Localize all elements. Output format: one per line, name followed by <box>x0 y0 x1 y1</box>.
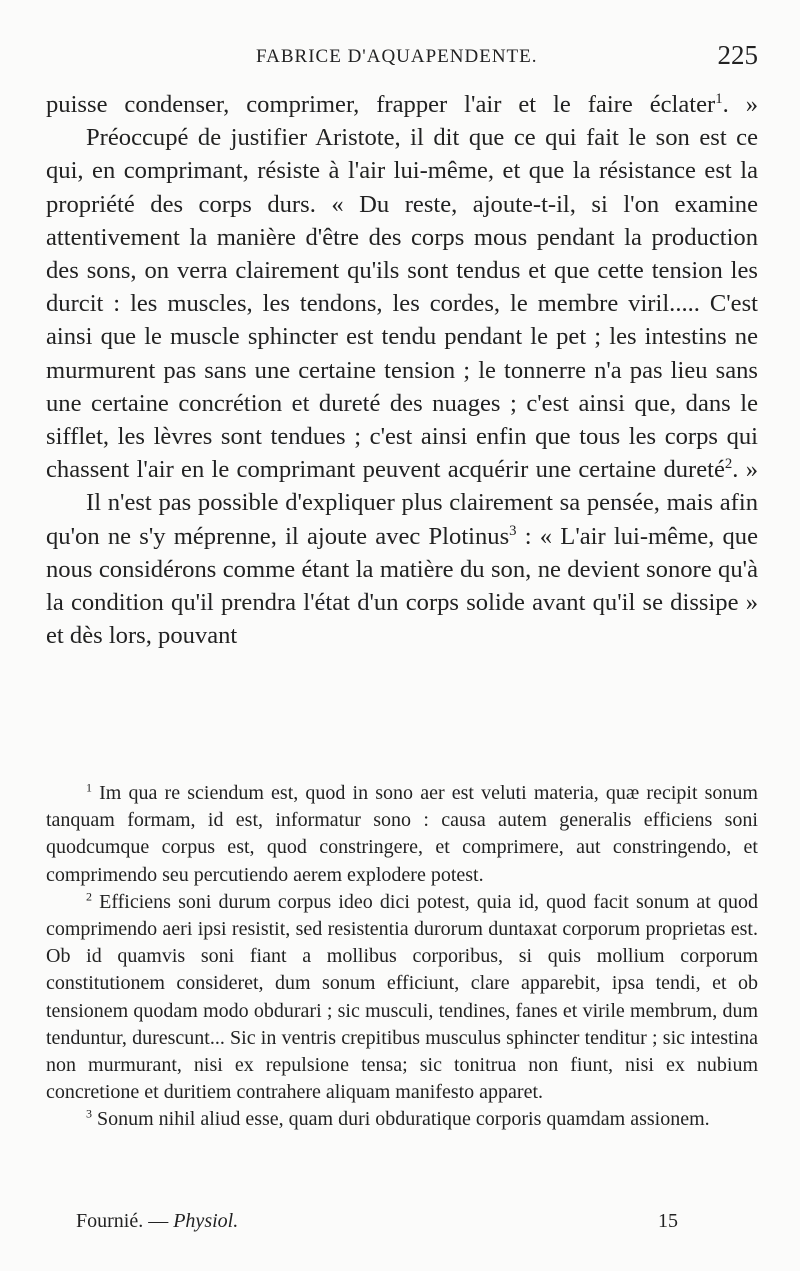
footnote-ref-3: 3 <box>509 522 517 539</box>
footnotes <box>46 780 758 1134</box>
page-footer <box>46 1210 758 1240</box>
page-header <box>46 38 758 78</box>
paragraph-3 <box>46 486 758 652</box>
main-text <box>46 88 758 652</box>
footnote-mark-1: 1 <box>86 780 92 795</box>
footnote-1 <box>46 780 758 889</box>
footnote-2-text: Efficiens soni durum corpus ideo dici potest, quia id, quod facit sonum at quod comprimendo aeri ipsi resistit, sed resistentia durorum duntaxat corporum proprietas est. Ob id quamvis soni fiant a mollibus corporibus, si quis mollium corporum constitutionem consideret, dum sonum efficiunt, clare apparebit, ipsa tendi, et ob tensionem quodam modo obdurari ; sic musculi, tendines, fanes et virile membrum, dum tenduntur, durescunt... Sic in ventris crepitibus musculus sphincter tenditur ; sic intestina non murmurant, nisi ex repulsione tensa; sic tonitrua non fiunt, nisi ex nubium concretione et duritiem contrahere aliquam manifesto apparet. <box>46 890 758 1104</box>
paragraph-1 <box>46 88 758 121</box>
signature-work: Physiol. <box>173 1210 239 1232</box>
paragraph-2-text: Préoccupé de justifier Aristote, il dit que ce qui fait le son est ce qui, en comprimant, résiste à l'air lui-même, et que la résistance est la propriété des corps durs. « Du reste, ajoute-t-il, si l'on examine attentivement la manière d'être des corps mous pendant la production des sons, on verra clairement qu'ils sont tendus et que cette tension les durcit : les muscles, les tendons, les cordes, le membre viril..... C'est ainsi que le muscle sphincter est tendu pendant le pet ; les intestins ne murmurent pas sans une certaine tension ; le tonnerre n'a pas lieu sans une certaine concrétion et dureté des nuages ; c'est ainsi que, dans le sifflet, les lèvres sont tendues ; c'est ainsi enfin que tous les corps qui chassent l'air en le comprimant peuvent acquérir une certaine dureté <box>46 124 758 484</box>
footnote-ref-1: 1 <box>715 90 723 107</box>
paragraph-1-end: . » <box>722 91 758 118</box>
paragraph-3-text: Il n'est pas possible d'expliquer plus clairement sa pensée, mais afin qu'on ne s'y méprenne, il ajoute avec Plotinus <box>46 489 758 550</box>
signature-dash: — <box>143 1210 174 1232</box>
sheet-signature-number: 15 <box>658 1210 678 1232</box>
printer-signature <box>76 1210 238 1233</box>
footnote-3-text: Sonum nihil aliud esse, quam duri obduratique corporis quamdam assionem. <box>92 1108 710 1131</box>
paragraph-2 <box>46 121 758 486</box>
page-number: 225 <box>717 40 758 70</box>
running-title: FABRICE D'AQUAPENDENTE. <box>256 46 538 67</box>
footnote-mark-3: 3 <box>86 1106 92 1121</box>
footnote-mark-2: 2 <box>86 889 92 904</box>
paragraph-3-end: : « L'air lui-même, que nous considérons comme étant la matière du son, ne devient sonore qu'à la condition qu'il prendra l'état d'un corps solide avant qu'il se dissipe » et dès lors, pouvant <box>46 522 759 650</box>
signature-author: Fournié. <box>76 1210 144 1232</box>
paragraph-2-end: . » <box>732 456 758 484</box>
paragraph-1-text: puisse condenser, comprimer, frapper l'air et le faire éclater <box>46 91 716 118</box>
footnote-ref-2: 2 <box>724 456 733 473</box>
footnote-1-text: Im qua re sciendum est, quod in sono aer est veluti materia, quæ recipit sonum tanquam formam, id est, informatur sono : causa autem generalis efficiens soni quodcumque corpus est, quod constringere, et comprimere, aut constringendo, et comprimendo seu percutiendo aerem explodere potest. <box>46 782 758 886</box>
footnote-2 <box>46 889 758 1107</box>
footnote-3 <box>46 1106 758 1133</box>
